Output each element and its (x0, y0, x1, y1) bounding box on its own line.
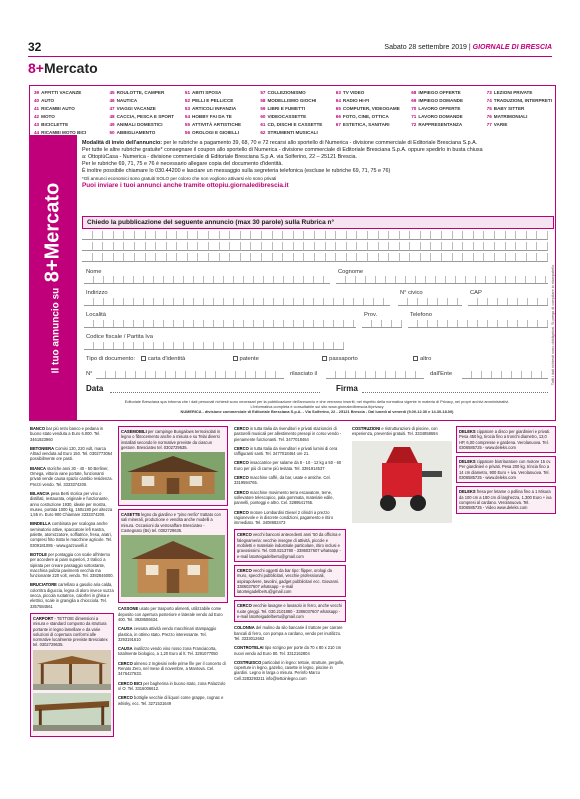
text-row-1[interactable] (82, 231, 548, 240)
ad-keyword: CERCO (234, 460, 249, 466)
ad-text: bar più retro banco e pedana in buono stato venduta a Euro 6.000. Tel. 3461923960 (30, 426, 104, 442)
category-number: 47 (109, 106, 115, 111)
category-item (260, 129, 333, 137)
category-item (487, 105, 552, 113)
ad-text: combinata per scalogna anche seminatorio attive, spaccatore lefi Kastra, palette, atomizzatore, soffiatrice, fresa, aratri, compresi frito tratto le macchine agricole. Tel. 0309181085 - www.gazzuvelli.it (30, 521, 113, 548)
label-altro: altro (420, 356, 432, 363)
category-number: 77 (486, 122, 492, 127)
classified-ad[interactable] (30, 491, 114, 517)
boxed-ad[interactable] (234, 600, 346, 622)
category-label: STRUMENTI MUSICALI (267, 130, 318, 135)
label-cognome: Cognome (338, 269, 364, 275)
privacy-line-1: Editoriale Bresciana spa informa che i dati personali richiesti sono necessari per la pubblicazione dell'annuncio e che verranno inseriti, nel rispetto della normativa vigente in materia di Privacy, nei propri archivi amministrativi. (124, 399, 510, 404)
boxed-ad[interactable] (234, 565, 346, 597)
label-civico: N° civico (400, 290, 423, 296)
category-label: HOBBY FAI DA TE (192, 114, 232, 119)
ad-keyword: BIANCA (30, 465, 46, 471)
classified-ad[interactable] (30, 466, 114, 487)
category-label: ANIMALI DOMESTICI (116, 122, 163, 127)
category-number: 67 (335, 122, 341, 127)
ad-text: cippatore biotrituratore con motore 15 cv. Per giardinieri e privati. Pesa 200 kg. trincia fino a 14 cm diametro, 900 Euro + iva. Verolanuova. Tel. 0306585725 - www.deleks.com (459, 459, 552, 481)
category-item (336, 97, 409, 105)
ad-text: in tutta Italia da rivenditori e privati lumini di cera raffiguranti santi. Tel. 3477018464 ore 21. (234, 445, 338, 457)
category-label: RICAMBI MOTO BICI (41, 130, 87, 135)
label-prov: Prov. (364, 312, 378, 318)
label-telefono: Telefono (410, 312, 432, 318)
rubric-request (82, 216, 554, 229)
brand-small-text: Il tuo annuncio su (50, 287, 62, 373)
category-label: MOTO (41, 114, 55, 119)
classifieds-column-3 (234, 426, 346, 685)
carport-photo-2 (33, 693, 111, 731)
deleks-ad[interactable] (456, 456, 556, 483)
classified-ad[interactable] (30, 426, 114, 442)
category-label: BICICLETTE (41, 122, 69, 127)
category-item (260, 105, 333, 113)
category-item (185, 129, 258, 137)
category-number: 56 (184, 130, 191, 135)
category-number: 60 (260, 114, 266, 119)
field-prov[interactable] (362, 320, 402, 328)
category-number: 61 (260, 122, 266, 127)
ad-text: macchine caffè, da bar, usate e antiche. Cel. 3319594765. (234, 475, 331, 486)
classified-ad[interactable] (234, 490, 346, 506)
ad-text: carrellato a gasolio aria calda, colorritra diguccia, legna di aloro invece suzza secca, piccola ruotatrice, calorferi in ghisa e elettrici, scale in graniglia a chiocciola. Tel. 3357584561 (30, 582, 114, 609)
label-ente: dall'Ente (430, 371, 453, 377)
category-label: ARTICOLI INFANZIA (192, 106, 237, 111)
newspaper-name: GIORNALE DI BRESCIA (472, 44, 552, 51)
category-number: 69 (411, 98, 417, 103)
category-label: LAVORO DOMANDE (418, 114, 463, 119)
category-item (185, 121, 258, 129)
category-number: 52 (184, 98, 191, 103)
category-item (487, 97, 552, 105)
ad-keyword: BRUCIATORE (30, 582, 57, 588)
classified-ad[interactable] (118, 661, 228, 677)
ad-text: almeno 2 Inglesini nelle prime file per il concerto di Renato Zero, nel mese di novembre, a Mantova. Cel. 3476427633. (118, 660, 226, 677)
category-number: 55 (184, 122, 191, 127)
text-row-2[interactable] (82, 242, 548, 251)
logo-plus: 8+ (28, 60, 44, 76)
instructions (82, 140, 550, 189)
field-rilasciato[interactable] (326, 371, 424, 379)
ad-text: vecchi oggetti da bar tipo: flipper, orologi da muro, specchi pubblicitari, vecchie professionali, aspirapolvere, tavolini, gadget pubblicitari ecc. Giovanni. 3386037607 whatsapp - e-mail latorteigadelbertu@gmail.com (237, 567, 340, 595)
field-localita[interactable] (84, 320, 356, 328)
online-link[interactable]: Puoi inviare i tuoi annunci anche tramite ottopiu.giornaledibrescia.it (82, 182, 289, 189)
instructions-line-3: a: OttopiùCasa - Numerica - divisione commerciale di Editoriale Bresciana S.p.A. via Solferino, 22 – 25121 Brescia. (82, 154, 358, 160)
date-text: Sabato 28 settembre 2019 (384, 44, 467, 51)
category-label: VIAGGI VACANZE (116, 106, 156, 111)
category-number: 49 (109, 122, 115, 127)
field-codice-fiscale[interactable] (84, 342, 344, 350)
document-type-row (86, 356, 431, 362)
category-item (109, 105, 182, 113)
ad-text: motore Lombardini Diesel 2 cilindri a prezzo ragionevole e in discrete condizioni, pagamento e ritiro immediato. Tel. 3408682473 (234, 509, 333, 526)
ad-keyword: CERCO (237, 603, 252, 609)
category-label: VARIE (493, 122, 508, 127)
ad-text: macchine movimento terra escavatore, terne, sollevatore telescopico, pala gommata, materiale edile, pannelli, ponteggi e altro. Cel. 3289541765. (234, 489, 334, 506)
category-item (185, 105, 258, 113)
vertical-brand (29, 135, 77, 420)
ad-keyword: DELEKS (459, 429, 476, 434)
category-label: FOTO, CINE, OTTICA (342, 114, 389, 119)
ad-keyword: CERCO (237, 567, 252, 573)
chipper-photo (352, 441, 452, 523)
label-numero: N° (86, 371, 93, 377)
category-item (411, 113, 484, 121)
ad-text: legno da giardino e "pino renfio" trattato con sali minerali, produzione e vendita anche modelli a misura. Occasioni da vetrosaffare Bresciatex - Castegnato (Bs) tel. 0302729635. (121, 512, 221, 534)
ad-text: cessata attività vendo macchinari stampaggio plastica, in ottimo stato. Prezzo interessante. Tel. 3293191610 (118, 626, 217, 642)
side-note (548, 240, 558, 410)
instructions-footnote: *Gli annunci economici sono gratuiti SOLO per coloro che non vogliono attivarsi e/o sono privati (82, 176, 277, 181)
category-item (185, 89, 258, 97)
label-document-type: Tipo di documento: (86, 356, 136, 363)
category-item (34, 113, 107, 121)
category-number: 54 (184, 114, 191, 119)
ad-keyword: CONTROTELAI (234, 645, 264, 651)
ad-keyword: CERCO (118, 695, 133, 701)
ad-text: storiche anni 30 - 40 - 50 Berliner, Omega, vittoria vane portate, funzionanti privati vende causa spazio cambio residenza. Prezzi vendo. Tel. 3333374200. (30, 465, 113, 487)
category-item (260, 97, 333, 105)
category-item (336, 121, 409, 129)
category-label: ATTIVITÀ ARTISTICHE (192, 122, 242, 127)
category-number: 40 (34, 98, 40, 103)
ad-keyword: CASETTE (121, 512, 141, 518)
label-data: Data (86, 384, 104, 393)
classified-ad[interactable] (118, 626, 228, 642)
category-item (34, 89, 107, 97)
classified-ad[interactable] (118, 606, 228, 622)
category-label: TRADUZIONI, INTERPRETI (493, 98, 552, 103)
category-number: 43 (34, 122, 40, 127)
ad-keyword: BINDELLA (30, 521, 51, 527)
category-label: AFFITTI VACANZE (41, 90, 82, 95)
bungalow-photo (121, 452, 225, 500)
category-label: COMPUTER, VIDEOGAME (342, 106, 400, 111)
request-label: Chiedo la pubblicazione del seguente annuncio (max 30 parole) sulla Rubrica n° (87, 219, 335, 226)
ad-text: del mulino da silo bancarie il trattore per carrare bancali di ferro, con pompa a cardano, vendo per inutilizzo. Tel. 3333012662 (234, 625, 343, 641)
category-item (487, 89, 552, 97)
classified-ad[interactable] (234, 426, 346, 442)
category-number: 74 (486, 98, 492, 103)
publication-date (384, 44, 552, 51)
category-item (487, 113, 552, 121)
category-item (411, 97, 484, 105)
classified-ad[interactable] (234, 475, 346, 486)
category-item (109, 113, 182, 121)
label-passaporto: passaporto (329, 356, 358, 363)
ad-text: Comisi 130, 220 volt, marca Altrad venduta ad Euro 150. Tel. 0302773064 possibilmente ore pasti. (30, 445, 113, 462)
category-label: LAVORO OFFERTE (418, 106, 461, 111)
ad-text: tipo scrigno per porte da 70 x 80 x 210 cm nuovi vendo ad Euro 80. Tel. 3312162804 (234, 645, 342, 656)
deleks-ad[interactable] (456, 426, 556, 453)
category-item (109, 129, 182, 137)
category-item (336, 105, 409, 113)
category-item (487, 121, 552, 129)
instructions-lead: Modalità di invio dell'annuncio: (82, 140, 163, 146)
category-label: CACCIA, PESCA E SPORT (116, 114, 175, 119)
deleks-ad[interactable] (456, 486, 556, 513)
category-item (109, 121, 182, 129)
ad-text: inutilizzo vendo vino rosso zona Franciacorta, totalmente biologico, a 1,20 Euro al lt. Tel. 3291077050 (118, 646, 218, 657)
classified-ad[interactable] (234, 645, 346, 656)
category-number: 62 (260, 130, 266, 135)
classifieds-column-2 (118, 426, 228, 710)
category-number: 45 (109, 90, 115, 95)
category-label: TV VIDEO (342, 90, 365, 95)
category-item (109, 97, 182, 105)
instructions-line-1: per le rubriche a pagamento 39, 68, 70 e 72 recarsi allo sportello di Numerica - divisione commerciale di Editoriale Bresciana S.p.A. (163, 140, 478, 146)
ad-keyword: COSTRUZIONI (352, 426, 381, 431)
classified-ad[interactable] (30, 582, 114, 608)
classified-ad[interactable] (30, 521, 114, 547)
category-item (260, 89, 333, 97)
ad-text: vecchi banconi antecedenti anni '50 da officina e falegnameria: vecchie insegne di attività, piccole e mobiletti e materiale industriale particolare, ritiro inclusi e gravosissimi. Tel. 030.8213780 - 3386037607 whatsapp - e-mail latorteigadelbertu@gmail.com (237, 532, 341, 559)
classified-ad[interactable] (30, 552, 114, 578)
checkbox-patente[interactable] (233, 356, 238, 361)
category-number: 53 (184, 106, 191, 111)
category-label: NAUTICA (116, 98, 138, 103)
category-number: 59 (260, 106, 266, 111)
classified-ad[interactable] (234, 460, 346, 471)
field-numero[interactable] (96, 371, 284, 379)
side-note-text: Tutti i dati richiesti sono obbligatori. Si prega di compilare in stampatello (551, 264, 555, 386)
ad-text: per pontaggia con scale all'interno per accedere ai piani superiori, 2 tralicci a sipirata per creare passaggio sottostante, macchina pulizia pavimenti vecchia ma funzionante 220 volt, vendo. Tel. 3382846000. (30, 551, 114, 579)
category-label: MODELLISMO GIOCHI (267, 98, 317, 103)
ad-keyword: CERCO (234, 475, 249, 481)
instructions-line-5: È inoltre possibile chiamare lo 030.44200 e lasciare un messaggio sulla segreteria telefonica (escluse le rubriche 69, 71, 75 e 76) (82, 168, 391, 174)
garden-house-photo (121, 535, 225, 597)
field-indirizzo[interactable] (84, 298, 390, 306)
ad-keyword: DELEKS (459, 459, 476, 465)
ad-casemobili[interactable] (118, 426, 228, 506)
category-number: 46 (109, 98, 115, 103)
ad-keyword: CERCO (234, 426, 249, 431)
category-label: IMPIEGO DOMANDE (418, 98, 464, 103)
field-nome[interactable] (84, 276, 330, 284)
ad-keyword: CERCO (234, 509, 249, 515)
ad-keyword: CERCO (234, 489, 249, 495)
category-number: 76 (486, 114, 492, 119)
ad-text: insaccatrice per salame da 8 - 10 - 12 kg a 50 - 60 Euro per più di carne più testata. Tel. 3391914537 (234, 460, 342, 471)
category-number: 44 (34, 130, 40, 135)
ad-casette[interactable] (118, 509, 228, 603)
page-header (28, 36, 552, 58)
category-item (336, 129, 409, 137)
ad-keyword: CAUSA (118, 626, 133, 632)
ad-text: - TETTOIE dimensioni a misura e standard composto da struttura portante in legno lamellare e da varie soluzioni di copertura conformi alle normative localmente previste Bresciatex tel. 0302729635. (33, 615, 108, 648)
label-patente: patente (239, 356, 259, 363)
carport-photo (33, 650, 111, 690)
label-indirizzo: Indirizzo (86, 290, 108, 296)
category-number: 68 (411, 90, 417, 95)
category-item (34, 121, 107, 129)
category-list (34, 89, 552, 139)
logo-name: Mercato (43, 60, 98, 76)
category-number: 73 (486, 90, 492, 95)
classifieds-column-4 (352, 426, 452, 526)
category-item (411, 89, 484, 97)
ad-keyword: CERCO (237, 532, 252, 538)
category-item (336, 113, 409, 121)
category-number: 66 (335, 114, 341, 119)
classified-ad[interactable] (234, 660, 346, 681)
ad-keyword: CASSONE (118, 606, 139, 612)
category-number: 48 (109, 114, 115, 119)
category-number: 65 (335, 106, 341, 111)
category-label: RADIO HI-FI (342, 98, 370, 103)
category-item (260, 113, 333, 121)
category-item (260, 121, 333, 129)
checkbox-altro[interactable] (413, 356, 418, 361)
classified-ad[interactable] (352, 426, 452, 437)
category-number: 75 (486, 106, 492, 111)
ad-text: particolari in legno: tettoie, strutture, pergolle, coperture in legno, gazebo, casette in legno, piscine in giardini. Legno in larga o misura. Perinfo Marco Cell.3283293211 info@tettoinlegno.com (234, 659, 345, 681)
category-label: LEZIONI PRIVATE (493, 90, 533, 95)
category-number: 50 (109, 130, 115, 135)
category-label: AUTO (41, 98, 55, 103)
category-label: IMPIEGO OFFERTE (418, 90, 461, 95)
category-label: VIDEOCASSETTE (267, 114, 307, 119)
category-label: OROLOGI E GIOIELLI (192, 130, 239, 135)
classified-ad[interactable] (118, 646, 228, 657)
label-firma: Firma (336, 384, 358, 393)
page-number: 32 (28, 40, 42, 54)
classified-ad[interactable] (234, 446, 346, 457)
label-carta: carta d'identità (147, 356, 186, 363)
label-nome: Nome (86, 269, 102, 275)
category-item (185, 113, 258, 121)
checkbox-passaporto[interactable] (322, 356, 327, 361)
category-label: ESTETICA, SANITARI (342, 122, 390, 127)
category-label: LIBRI E FUMETTI (267, 106, 305, 111)
category-item (185, 97, 258, 105)
brand-big-text: 8+Mercato (41, 182, 64, 282)
category-label: CD, DISCHI E CASSETTE (267, 122, 323, 127)
ad-keyword: CERCO (234, 445, 249, 451)
category-number: 63 (335, 90, 341, 95)
category-label: ROULOTTE, CAMPER (116, 90, 165, 95)
ad-text: e ristrutturazioni di piscine, con esperienza, preventivi gratuiti. Tel. 3334858694 (352, 426, 438, 437)
category-number: 72 (411, 122, 417, 127)
ad-keyword: BOTOLE (30, 551, 47, 557)
classifieds-column-5 (456, 426, 556, 517)
classified-ad[interactable] (118, 695, 228, 706)
ad-text: per bagherina in buono stato, zona Palazzolo s/ O. Tel. 3316006612. (118, 680, 226, 691)
privacy-line-3: NUMERICA - divisione commerciale di Editoriale Bresciana S.p.A. - Via Solferino, 22 - 25121 Brescia - Dal lunedì al venerdì (9.00-12.30 e 14.30-18.00) (180, 409, 454, 414)
category-item (34, 105, 107, 113)
category-label: RICAMBI AUTO (41, 106, 75, 111)
category-label: ABBIGLIAMENTO (116, 130, 156, 135)
boxed-ad[interactable] (234, 529, 346, 561)
ad-keyword: CERCO (118, 660, 133, 666)
category-number: 51 (184, 90, 191, 95)
ad-keyword: CAUSA (118, 646, 133, 652)
category-number: 71 (411, 114, 417, 119)
ad-carport[interactable] (30, 613, 114, 737)
ad-text: cippatore a disco per giardinieri e privati. Pesa 450 kg, tirocia fino a tronchi diametro, 13,0 HP, 6,00 compresse e gardena. Verolanuova. Tel. 0306585725 - www.deleks.com (459, 429, 551, 450)
field-cap[interactable] (468, 298, 548, 306)
privacy-line-2: L'informativa completa è consultabile sul sito www.giornaledibrescia.it/privacy (250, 404, 384, 409)
instructions-line-4: Per le rubriche 69, 71, 75 e 76 è necessario allegare copia del documento d'identità. (82, 161, 283, 167)
ad-keyword: DELEKS (459, 489, 476, 495)
category-item (109, 89, 182, 97)
category-number: 58 (260, 98, 266, 103)
ad-keyword: CARPORT (33, 615, 54, 621)
label-rilasciato: rilasciato il (290, 371, 318, 377)
privacy-note (82, 399, 552, 414)
category-number: 39 (34, 90, 40, 95)
header-rule (28, 56, 552, 57)
category-label: ABITI SPOSA (192, 90, 222, 95)
label-localita: Località (86, 312, 106, 318)
separator: | (468, 44, 471, 51)
ad-text: per campinge Bungalows termoisolati in legno o fibrocemento anche a misura e su Telai diversi installati secondo le normative previste da ciascun gestore. Bresciatex tel. 0302729635. (121, 429, 221, 450)
ad-text: usato per trasporto alimenti, utilizzabile come deposito con apertura posteriore e laterale vendo ad Euro 400. Tel. 3928606634. (118, 606, 223, 622)
label-cap: CAP (470, 290, 482, 296)
category-label: MATRIMONIALI (493, 114, 528, 119)
ad-keyword: BANCO (30, 426, 46, 431)
category-number: 41 (34, 106, 40, 111)
category-label: RAPPRESENTANZA (418, 122, 463, 127)
category-number: 57 (260, 90, 266, 95)
ad-text: fresa per letame o pollina fino a 1 Misura da 100 cm a 180 cm di larghezza, 1.300 Euro + iva compresi al cardano. Verolanuova. Tel. 0306585725 - Video www.deleks.com (459, 489, 552, 511)
section-logo (28, 60, 98, 76)
field-cognome[interactable] (336, 276, 548, 284)
ad-keyword: BILANCIA (30, 490, 50, 496)
classifieds-column-1 (30, 426, 114, 740)
category-label: PELLI E PELLICCE (192, 98, 234, 103)
field-telefono[interactable] (408, 320, 548, 328)
category-number: 70 (411, 106, 417, 111)
field-data[interactable] (110, 392, 320, 393)
ad-text: pesa Berti storica per vino o distillati, restaurata, originale e funzionante, anno costruzione 1930, ideale per mostra, museo, portata 1000 kg, 150x180 per altezza 1,55 m. Euro 900 Chiamare 3333374200. (30, 490, 113, 518)
ad-keyword: COLONNA (234, 625, 255, 631)
ad-keyword: CASEMOBILI (121, 429, 147, 434)
ad-keyword: BETONIERA (30, 445, 55, 451)
checkbox-carta[interactable] (141, 356, 146, 361)
category-item (411, 129, 484, 137)
classified-ad[interactable] (30, 446, 114, 462)
category-item (34, 97, 107, 105)
category-number: 64 (335, 98, 341, 103)
field-firma[interactable] (362, 392, 548, 393)
category-item (411, 105, 484, 113)
field-ente[interactable] (462, 371, 548, 379)
classified-ad[interactable] (118, 681, 228, 692)
ad-text: bottiglie vecchie di liquori come grappe, cognac e whisky, ecc. Tel. 3271531649 (118, 695, 224, 706)
category-number: 42 (34, 114, 40, 119)
category-item (336, 89, 409, 97)
classified-ad[interactable] (234, 625, 346, 641)
label-codice-fiscale: Codice fiscale / Partita Iva (86, 334, 154, 340)
classified-ad[interactable] (234, 510, 346, 526)
text-row-3[interactable] (82, 253, 548, 262)
category-label: BABY SITTER (493, 106, 525, 111)
ad-text: in tutta Italia da rivenditori e privati stazioncini di pastorelli musicali per allestimento presepi in corso vendo - pienamente funzionanti. Tel. 3477018464 (234, 426, 342, 442)
field-civico[interactable] (398, 298, 462, 306)
category-item (411, 121, 484, 129)
instructions-line-2: Per tutte le altre rubriche gratuite* consegnare il coupon allo sportello di Numerica - divisione commerciale di Editoriale Bresciana S.p.A. oppure spedirlo in busta chiusa (82, 147, 483, 153)
category-label: COLLEZIONISMO (267, 90, 306, 95)
ad-keyword: CERCO BICI (118, 680, 143, 686)
ad-keyword: COSTRUISCO (234, 659, 262, 665)
ad-text: vecchie lavagne e lavasolo in ferro, anche vecchi ruote greggi. Tel. 030.2101880 - 3386037607 whatsapp - e-mail latorteigadelbertu@gmail.com (237, 603, 342, 620)
